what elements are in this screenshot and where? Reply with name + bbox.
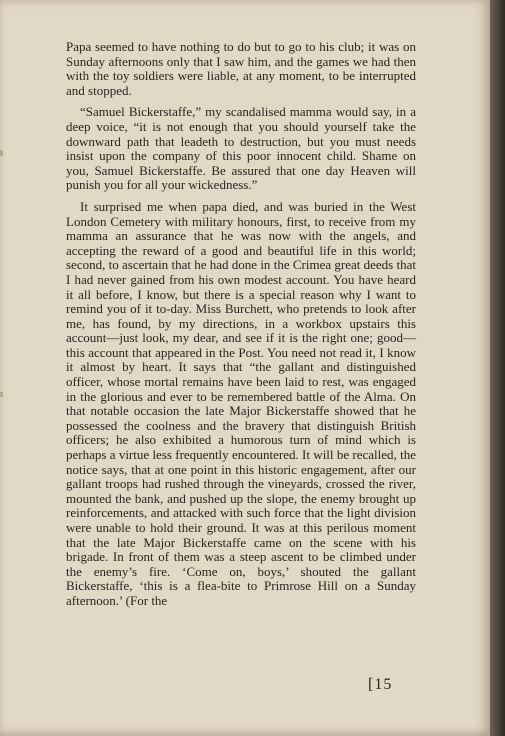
page-edge-mark: [0, 150, 3, 156]
page-edge-mark: [0, 392, 3, 397]
paragraph: “Samuel Bickerstaffe,” my scandalised mamma would say, in a deep voice, “it is not enough that you should yourself take the downward path that leadeth to destruction, but you must needs insist upon the company of this poor innocent child. Shame on you, Samuel Bickerstaffe. Be assured that one day Heaven will punish you for all your wickedness.”: [66, 104, 416, 193]
page-text: [66, 40, 416, 609]
page-number: [15: [368, 676, 393, 693]
paragraph: Papa seemed to have nothing to do but to go to his club; it was on Sunday afternoons only that I saw him, and the games we had then with the toy soldiers were liable, at any moment, to be interrupted and stopped.: [66, 39, 416, 98]
paragraph: It surprised me when papa died, and was buried in the West London Cemetery with military honours, first, to receive from my mamma an assurance that he was now with the angels, and accepting the reward of a good and beautiful life in this world; second, to ascertain that he had done in the Crimea great deeds that I had never gained from his own modest account. You have heard it all before, I know, but there is a special reason why I want to remind you of it to-day. Miss Burchett, who pretends to look after me, has found, by my directions, in a workbox upstairs this account—just look, my dear, and see if it is the right one; good—this account that appeared in the Post. You need not read it, I know it almost by heart. It says that “the gallant and distinguished officer, whose mortal remains have been laid to rest, was engaged in the glorious and ever to be remembered battle of the Alma. On that notable occasion the late Major Bickerstaffe showed that he possessed the coolness and the bravery that distinguish British officers; he also exhibited a humorous turn of mind which is perhaps a virtue less frequently encountered. It will be recalled, the notice says, that at one point in this historic engagement, after our gallant troops had rushed through the vineyards, crossed the river, mounted the bank, and pushed up the slope, the enemy brought up reinforcements, and attacked with such force that the light division were unable to hold their ground. It was at this perilous moment that the late Major Bickerstaffe came on the scene with his brigade. In front of them was a steep ascent to be climbed under the enemy’s fire. ‘Come on, boys,’ shouted the gallant Bickerstaffe, ‘this is a flea-bite to Primrose Hill on a Sunday afternoon.’ (For the: [66, 198, 416, 608]
book-binding-edge: [490, 0, 505, 736]
